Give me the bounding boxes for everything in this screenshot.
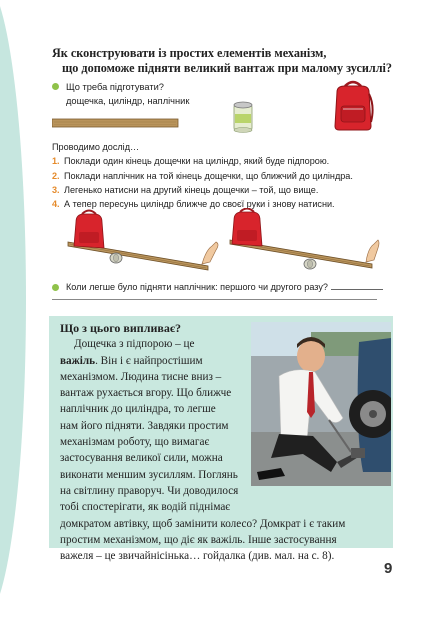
step-number: 1. xyxy=(52,156,60,167)
conclusion-line: простим механізмом, що діє як важіль. Інше застосування xyxy=(60,533,337,546)
conclusion-box xyxy=(49,316,393,563)
conclusion-line: наплічник до циліндра, то легше xyxy=(60,403,216,416)
green-bullet-icon xyxy=(52,284,59,291)
lesson-title-line2: що допоможе підняти великий вантаж при малому зусиллі? xyxy=(62,61,393,75)
conclusion-line: нам його підняти. Завдяки простим xyxy=(60,419,229,432)
answer-rule-line xyxy=(52,299,377,300)
preparation-items: дощечка, циліндр, наплічник xyxy=(66,96,190,106)
lever-setup-second xyxy=(230,209,379,270)
keyword-lever: важіль xyxy=(60,354,96,367)
cylinder-illustration xyxy=(232,100,254,134)
conclusion-line: тобі спостерігати, як водій піднімає xyxy=(60,501,231,514)
conclusion-line: на світлину праворуч. Чи доводилося xyxy=(60,484,239,497)
lever-illustration xyxy=(60,208,380,274)
preparation-block xyxy=(66,80,189,108)
conclusion-title: Що з цього випливає? xyxy=(60,321,182,335)
comparison-question-text: Коли легше було підняти наплічник: першого чи другого разу? xyxy=(66,282,328,292)
conclusion-line: домкратом автівку, щоб замінити колесо? Домкрат і є таким xyxy=(60,517,346,530)
step-text: Поклади один кінець дощечки на циліндр, який буде підпорою. xyxy=(64,156,330,167)
procedure-step xyxy=(52,154,353,168)
procedure-step xyxy=(52,183,353,197)
conclusion-line: важеля – це звичайнісінька… гойдалка (див. мал. на с. 8). xyxy=(60,550,335,563)
page-number: 9 xyxy=(384,560,393,577)
step-number: 3. xyxy=(52,184,60,195)
answer-line xyxy=(331,289,383,290)
conclusion-line: вантаж рухається вгору. Що ближче xyxy=(60,387,232,400)
conclusion-line-text: Дощечка з підпорою – це xyxy=(74,338,195,351)
lesson-title-line1: Як сконструювати із простих елементів механізм, xyxy=(52,46,327,60)
conclusion-line: застосування великої сили, можна xyxy=(60,452,223,465)
conclusion-line-text: . Він і є найпростішим xyxy=(95,354,203,367)
decorative-side-arc xyxy=(0,0,26,620)
plank-illustration xyxy=(52,116,180,130)
conclusion-line: механізмам роботу, що вимагає xyxy=(60,436,210,449)
step-text: Поклади наплічник на той кінець дощечки, що ближчий до циліндра. xyxy=(64,170,353,181)
step-text: Легенько натисни на другий кінець дощечки – той, що вище. xyxy=(64,184,319,195)
procedure-steps xyxy=(52,154,353,211)
procedure-step xyxy=(52,169,353,183)
lever-setup-first xyxy=(68,211,218,271)
car-jack-photo xyxy=(251,322,391,486)
step-text: А тепер пересунь циліндр ближче до своєї руки і знову натисни. xyxy=(64,199,335,210)
green-bullet-icon xyxy=(52,83,59,90)
step-number: 4. xyxy=(52,199,60,210)
preparation-question: Що треба підготувати? xyxy=(66,82,164,92)
conclusion-line: виконати меншим зусиллям. Поглянь xyxy=(60,468,238,481)
backpack-illustration xyxy=(331,78,375,132)
conclusion-line: механізмом. Людина тисне вниз – xyxy=(60,370,222,383)
comparison-question xyxy=(66,282,383,292)
procedure-intro: Проводимо дослід… xyxy=(52,142,140,152)
lesson-title xyxy=(52,46,432,76)
procedure-block xyxy=(52,140,353,211)
step-number: 2. xyxy=(52,170,60,181)
